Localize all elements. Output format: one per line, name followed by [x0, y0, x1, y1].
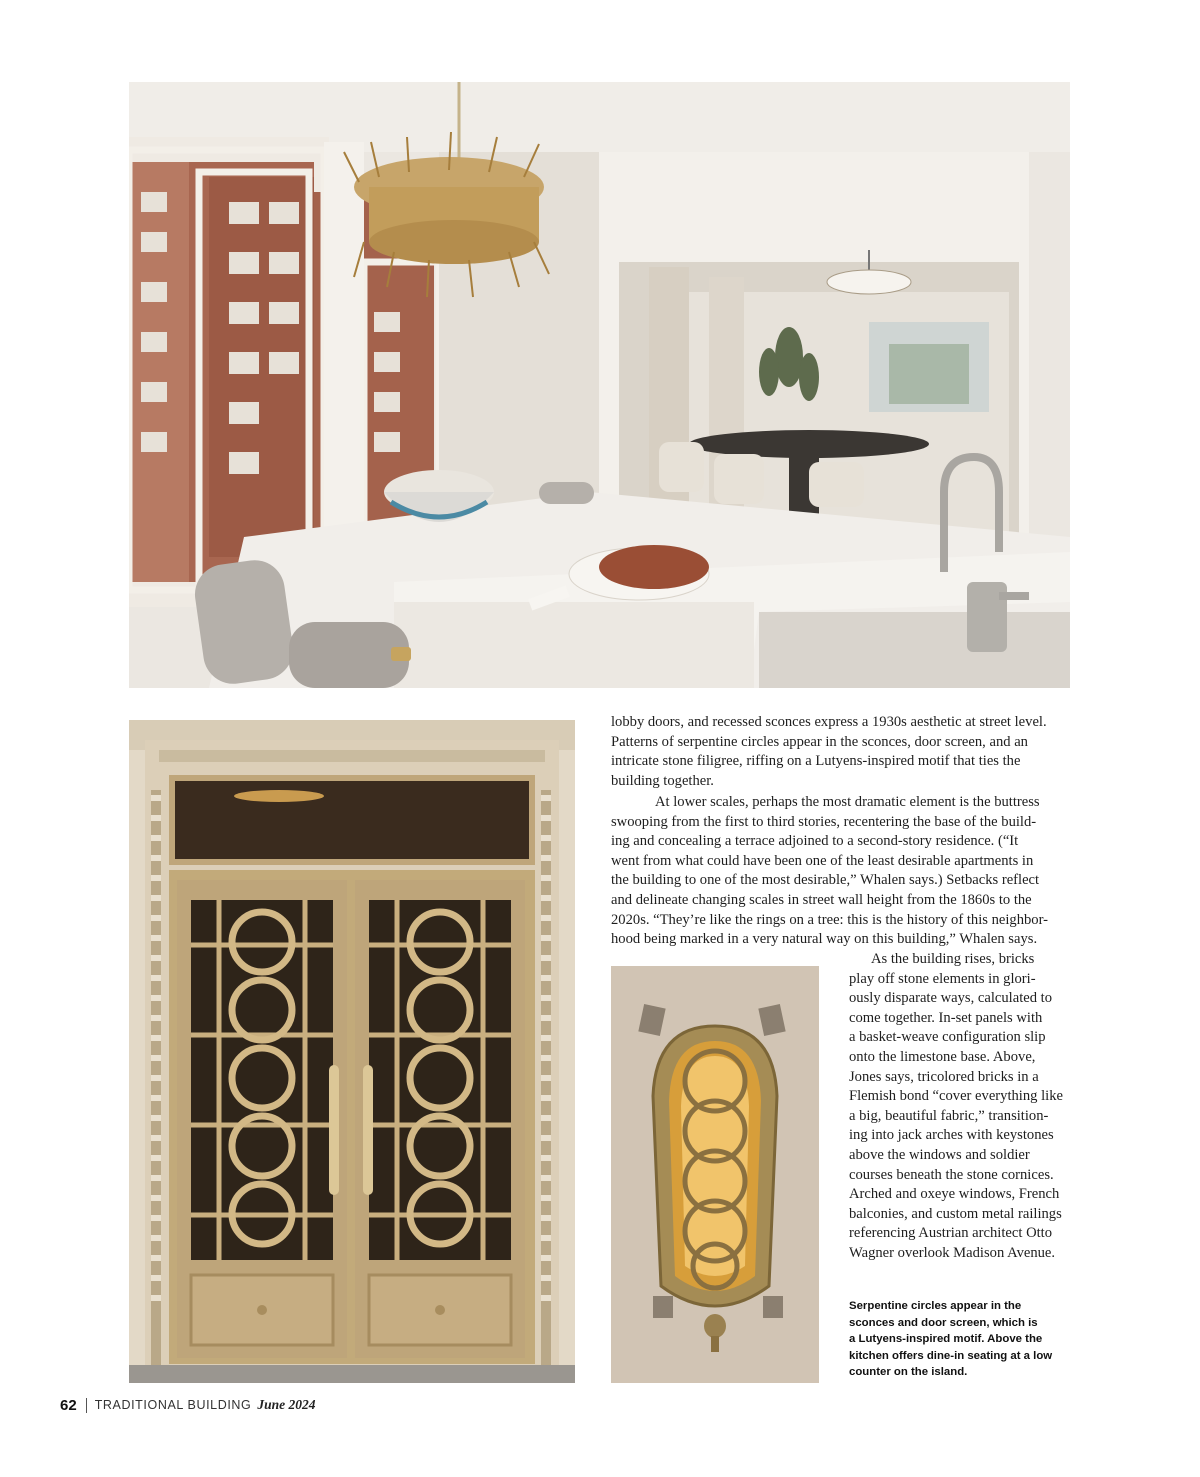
- photo-caption: [849, 1298, 1069, 1381]
- text-line: Wagner overlook Madison Avenue.: [849, 1244, 1056, 1261]
- kitchen-interior-photo: [129, 82, 1070, 688]
- text-line: intricate stone filigree, riffing on a Lutyens-inspired motif that ties the: [611, 753, 1021, 770]
- brass-lobby-door-photo: [129, 720, 575, 1383]
- text-line: At lower scales, perhaps the most dramatic element is the buttress: [655, 794, 1040, 810]
- caption-line: counter on the island.: [849, 1366, 968, 1378]
- text-line: ing into jack arches with keystones: [849, 1127, 1054, 1144]
- text-line: referencing Austrian architect Otto: [849, 1225, 1053, 1242]
- caption-line: Serpentine circles appear in the: [849, 1300, 1022, 1312]
- text-line: lobby doors, and recessed sconces express a 1930s aesthetic at street level.: [611, 714, 1047, 730]
- body-paragraph-2: [611, 793, 1073, 950]
- text-line: above the windows and soldier: [849, 1146, 1030, 1163]
- text-line: hood being marked in a very natural way on this building,” Whalen says.: [611, 931, 1038, 948]
- text-line: and delineate changing scales in street wall height from the 1860s to the: [611, 891, 1032, 908]
- text-line: come together. In-set panels with: [849, 1009, 1043, 1026]
- text-line: a basket-weave configuration slip: [849, 1029, 1046, 1046]
- text-line: 2020s. “They’re like the rings on a tree: this is the history of this neighbor-: [611, 911, 1049, 928]
- page-number: 62: [60, 1396, 77, 1414]
- text-line: ing and concealing a terrace adjoined to a second-story residence. (“It: [611, 833, 1019, 850]
- text-line: courses beneath the stone cornices.: [849, 1166, 1054, 1183]
- text-line: ously disparate ways, calculated to: [849, 990, 1053, 1007]
- text-line: Flemish bond “cover everything like: [849, 1088, 1063, 1105]
- caption-line: a Lutyens-inspired motif. Above the: [849, 1333, 1043, 1345]
- text-line: building together.: [611, 772, 714, 789]
- text-line: Jones says, tricolored bricks in a: [849, 1068, 1039, 1085]
- text-line: Arched and oxeye windows, French: [849, 1186, 1060, 1203]
- text-line: Patterns of serpentine circles appear in the sconces, door screen, and an: [611, 733, 1028, 750]
- issue-date: June 2024: [257, 1397, 316, 1412]
- text-line: As the building rises, bricks: [871, 951, 1035, 967]
- text-line: play off stone elements in glori-: [849, 970, 1036, 987]
- text-line: onto the limestone base. Above,: [849, 1048, 1036, 1065]
- text-line: went from what could have been one of the least desirable apartments in: [611, 852, 1034, 869]
- publication-name: TRADITIONAL BUILDING: [94, 1398, 252, 1412]
- text-line: swooping from the first to third stories, recentering the base of the build-: [611, 813, 1037, 830]
- caption-line: sconces and door screen, which is: [849, 1316, 1038, 1329]
- body-paragraph-1: [611, 713, 1073, 791]
- brass-sconce-photo: [611, 966, 819, 1383]
- page-folio: [60, 1394, 316, 1416]
- folio-divider: [86, 1398, 87, 1413]
- caption-line: kitchen offers dine-in seating at a low: [849, 1349, 1053, 1362]
- text-line: balconies, and custom metal railings: [849, 1205, 1062, 1222]
- body-paragraph-3: [849, 950, 1073, 1264]
- text-line: a big, beautiful fabric,” transition-: [849, 1107, 1049, 1124]
- text-line: the building to one of the most desirable,” Whalen says.) Setbacks reflect: [611, 872, 1040, 889]
